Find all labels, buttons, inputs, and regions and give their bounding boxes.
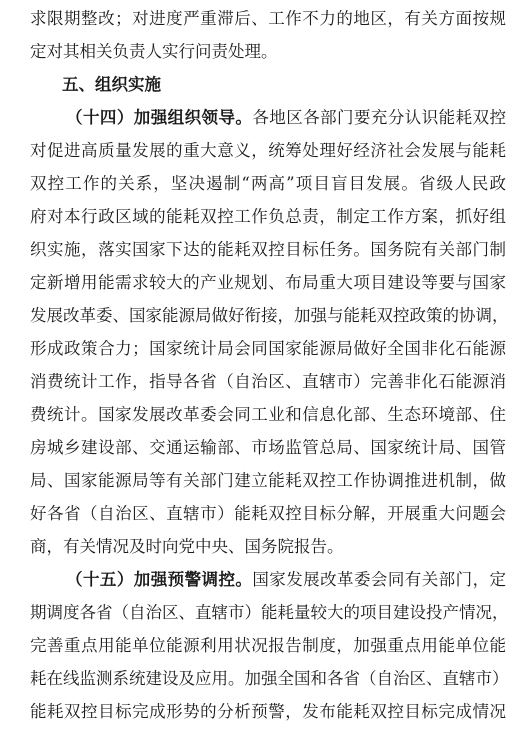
item-14-line-4: 织实施，落实国家下达的能耗双控目标任务。国务院有关部门制	[30, 240, 506, 259]
item-14-line-13: 商，有关情况及时向党中央、国务院报告。	[30, 537, 344, 556]
item-14-line-2: 双控工作的关系，坚决遏制“两高”项目盲目发展。省级人民政	[30, 174, 506, 193]
item-14-line-12: 好各省（自治区、直辖市）能耗双控目标分解，开展重大问题会	[30, 504, 506, 523]
item-15-line-3: 耗在线监测系统建设及应用。加强全国和各省（自治区、直辖市）	[30, 669, 509, 688]
item-14-title: （十四）加强组织领导。	[66, 108, 253, 127]
item-14-line-5: 定新增用能需求较大的产业规划、布局重大项目建设等要与国家	[30, 273, 506, 292]
section-heading: 五、组织实施	[62, 75, 161, 94]
item-14-line-11: 局、国家能源局等有关部门建立能耗双控工作协调推进机制，做	[30, 471, 506, 490]
continuation-line-2: 定对其相关负责人实行问责处理。	[30, 42, 278, 61]
item-15-title: （十五）加强预警调控。	[66, 570, 253, 589]
item-14-line-7: 形成政策合力；国家统计局会同国家能源局做好全国非化石能源	[30, 339, 506, 358]
item-14-first-line	[30, 101, 506, 134]
item-15-line-2: 完善重点用能单位能源利用状况报告制度，加强重点用能单位能	[30, 636, 506, 655]
item-14-line-6: 发展改革委、国家能源局做好衔接，加强与能耗双控政策的协调，	[30, 306, 509, 325]
item-15-line-4: 能耗双控目标完成形势的分析预警，发布能耗双控目标完成情况	[30, 702, 506, 721]
item-14-line-1: 对促进高质量发展的重大意义，统筹处理好经济社会发展与能耗	[30, 141, 506, 160]
item-15-first-line	[30, 563, 506, 596]
item-15-first-line-rest: 国家发展改革委会同有关部门，定	[252, 570, 507, 589]
item-14-line-3: 府对本行政区域的能耗双控工作负总责，制定工作方案，抓好组	[30, 207, 506, 226]
item-14-line-9: 费统计。国家发展改革委会同工业和信息化部、生态环境部、住	[30, 405, 506, 424]
item-14-line-10: 房城乡建设部、交通运输部、市场监管总局、国家统计局、国管	[30, 438, 506, 457]
continuation-line-1: 求限期整改；对进度严重滞后、工作不力的地区，有关方面按规	[30, 9, 506, 28]
item-14-line-8: 消费统计工作，指导各省（自治区、直辖市）完善非化石能源消	[30, 372, 506, 391]
item-14-first-line-rest: 各地区各部门要充分认识能耗双控	[252, 108, 507, 127]
item-15-line-1: 期调度各省（自治区、直辖市）能耗量较大的项目建设投产情况，	[30, 603, 509, 622]
